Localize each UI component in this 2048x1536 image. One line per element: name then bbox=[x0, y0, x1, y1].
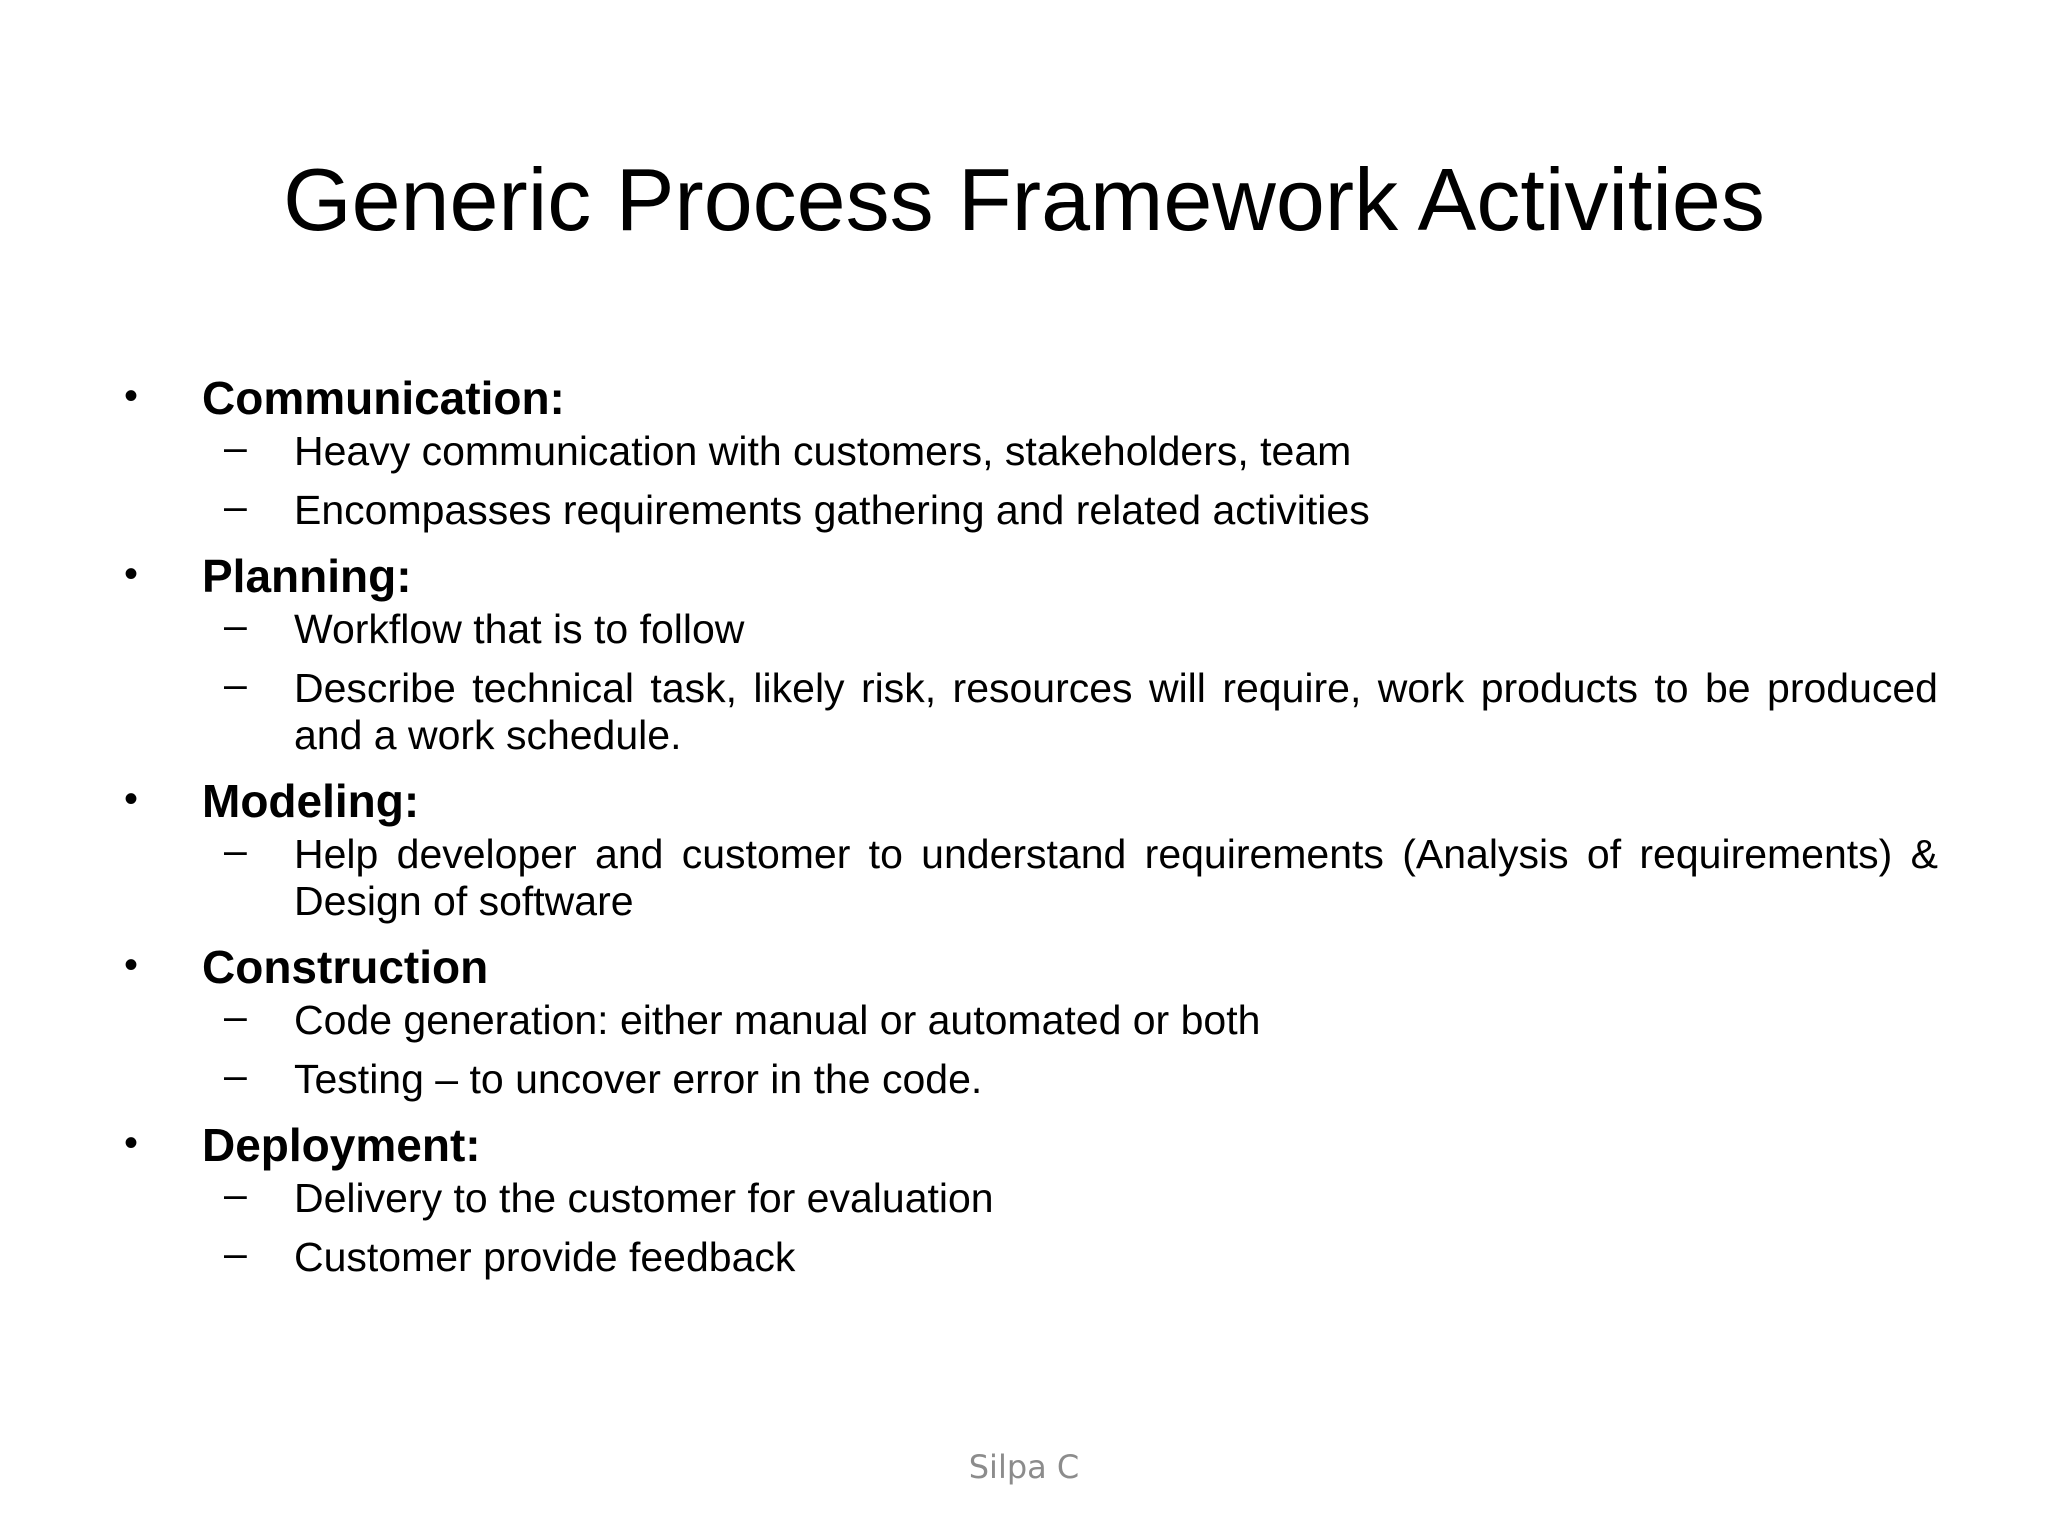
dash-marker: – bbox=[224, 424, 247, 470]
list-item-text: Testing – to uncover error in the code. bbox=[294, 1056, 983, 1102]
list-item-text: Workflow that is to follow bbox=[294, 606, 745, 652]
dash-marker: – bbox=[224, 1171, 247, 1217]
list-item bbox=[118, 1230, 1938, 1281]
section-heading-text: Deployment: bbox=[202, 1119, 481, 1171]
section-heading bbox=[118, 546, 1938, 606]
dash-marker: – bbox=[224, 602, 247, 648]
bullet-marker: • bbox=[124, 777, 139, 821]
bullet-marker: • bbox=[124, 374, 139, 418]
list-item bbox=[118, 1052, 1938, 1103]
list-item-text: Heavy communication with customers, stakeholders, team bbox=[294, 428, 1352, 474]
dash-marker: – bbox=[224, 1052, 247, 1098]
section-heading bbox=[118, 368, 1938, 428]
list-item bbox=[118, 1171, 1938, 1222]
section-heading-text: Modeling: bbox=[202, 775, 420, 827]
list-item bbox=[118, 424, 1938, 475]
dash-marker: – bbox=[224, 1230, 247, 1276]
dash-marker: – bbox=[224, 661, 247, 707]
bullet-marker: • bbox=[124, 1121, 139, 1165]
list-item-text: Code generation: either manual or automated or both bbox=[294, 997, 1261, 1043]
section-heading-text: Communication: bbox=[202, 372, 565, 424]
slide-title: Generic Process Framework Activities bbox=[283, 150, 1765, 249]
bullet-marker: • bbox=[124, 552, 139, 596]
list-item-text: Describe technical task, likely risk, resources will require, work products to be produced and a work schedule. bbox=[294, 665, 1938, 758]
section-heading-text: Planning: bbox=[202, 550, 412, 602]
dash-marker: – bbox=[224, 993, 247, 1039]
bullet-marker: • bbox=[124, 943, 139, 987]
list-item bbox=[118, 993, 1938, 1044]
list-item bbox=[118, 661, 1938, 759]
dash-marker: – bbox=[224, 827, 247, 873]
list-item-text: Delivery to the customer for evaluation bbox=[294, 1175, 994, 1221]
list-item-text: Customer provide feedback bbox=[294, 1234, 796, 1280]
list-item bbox=[118, 827, 1938, 925]
section-heading bbox=[118, 771, 1938, 831]
slide-content bbox=[118, 362, 1938, 1293]
list-item-text: Help developer and customer to understand requirements (Analysis of requirements) & Design of software bbox=[294, 831, 1938, 924]
section-heading bbox=[118, 937, 1938, 997]
list-item-text: Encompasses requirements gathering and related activities bbox=[294, 487, 1370, 533]
footer-author: Silpa C bbox=[968, 1448, 1080, 1486]
list-item bbox=[118, 483, 1938, 534]
section-heading bbox=[118, 1115, 1938, 1175]
dash-marker: – bbox=[224, 483, 247, 529]
section-heading-text: Construction bbox=[202, 941, 489, 993]
list-item bbox=[118, 602, 1938, 653]
